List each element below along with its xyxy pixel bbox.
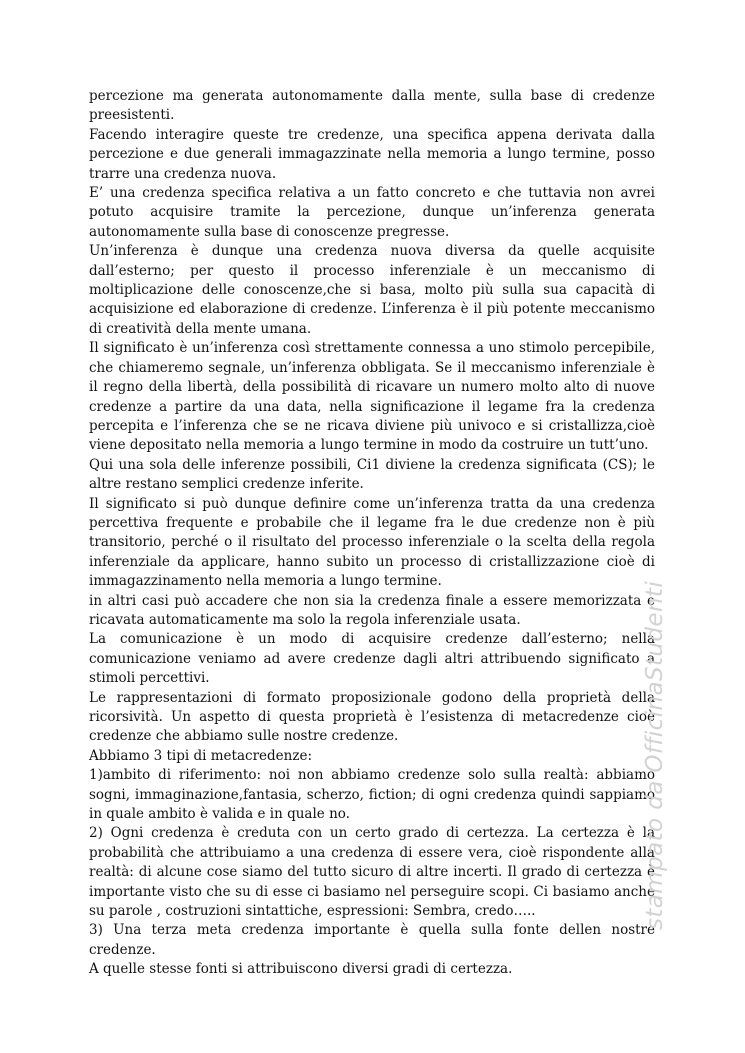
paragraph: 3) Una terza meta credenza importante è quella sulla fonte dellen nostre credenze.	[89, 922, 655, 958]
paragraph: Il significato è un’inferenza così strettamente connessa a uno stimolo percepibile, che chiameremo segnale, un’inferenza obbligata. Se il meccanismo inferenziale è il regno della libertà, della possibilità di ricavare un numero molto alto di nuove credenze a partire da una data, nella significazione il legame fra la credenza percepita e l’inferenza che se ne ricava diviene più univoco e si cristallizza,cioè viene depositato nella memoria a lungo termine in modo da costruire un tutt’uno.	[89, 340, 655, 454]
paragraph: A quelle stesse fonti si attribuiscono diversi gradi di certezza.	[89, 961, 513, 978]
document-body	[89, 87, 655, 980]
paragraph: in altri casi può accadere che non sia la credenza finale a essere memorizzata e ricavata automaticamente ma solo la regola inferenziale usata.	[89, 592, 655, 628]
paragraph: Abbiamo 3 tipi di metacredenze:	[89, 747, 312, 764]
paragraph: Le rappresentazioni di formato proposizionale godono della proprietà della ricorsività. Un aspetto di questa proprietà è l’esistenza di metacredenze cioè credenze che abbiamo sulle nostre credenze.	[89, 689, 655, 745]
paragraph: Un’inferenza è dunque una credenza nuova diversa da quelle acquisite dall’esterno; per questo il processo inferenziale è un meccanismo di moltiplicazione delle conoscenze,che si basa, molto più sulla sua capacità di acquisizione ed elaborazione di credenze. L’inferenza è il più potente meccanismo di creatività della mente umana.	[89, 243, 655, 337]
paragraph: E’ una credenza specifica relativa a un fatto concreto e che tuttavia non avrei potuto acquisire tramite la percezione, dunque un’inferenza generata autonomamente sulla base di conoscenze pregresse.	[89, 185, 655, 240]
watermark: stampato da OfficinaStudenti	[642, 580, 668, 930]
paragraph: Qui una sola delle inferenze possibili, Ci1 diviene la credenza significata (CS); le altre restano semplici credenze inferite.	[89, 456, 655, 493]
paragraph: 1)ambito di riferimento: noi non abbiamo credenze solo sulla realtà: abbiamo sogni, immaginazione,fantasia, scherzo, fiction; di ogni credenza quindi sappiamo in quale ambito è valida e in quale no.	[89, 767, 655, 823]
paragraph: La comunicazione è un modo di acquisire credenze dall’esterno; nella comunicazione veniamo ad avere credenze dagli altri attribuendo significato a stimoli percettivi.	[89, 631, 655, 687]
paragraph: Facendo interagire queste tre credenze, una specifica appena derivata dalla percezione e due generali immagazzinate nella memoria a lungo termine, posso trarre una credenza nuova.	[89, 126, 655, 182]
paragraph: 2) Ogni credenza è creduta con un certo grado di certezza. La certezza è la probabilità che attribuiamo a una credenza di essere vera, cioè rispondente alla realtà: di alcune cose siamo del tutto sicuro di altre incerti. Il grado di certezza è importante visto che su di esse ci basiamo nel perseguire scopi. Ci basiamo anche su parole , costruzioni sintattiche, espressioni: Sembra, credo…..	[89, 825, 655, 920]
paragraph: percezione ma generata autonomamente dalla mente, sulla base di credenze preesistenti.	[89, 88, 655, 124]
paragraph: Il significato si può dunque definire come un’inferenza tratta da una credenza percettiva frequente e probabile che il legame fra le due credenze non è più transitorio, perché o il risultato del processo inferenziale o la scelta della regola inferenziale da applicare, hanno subito un processo di cristallizzazione cioè di immagazzinamento nella memoria a lungo termine.	[89, 495, 655, 590]
